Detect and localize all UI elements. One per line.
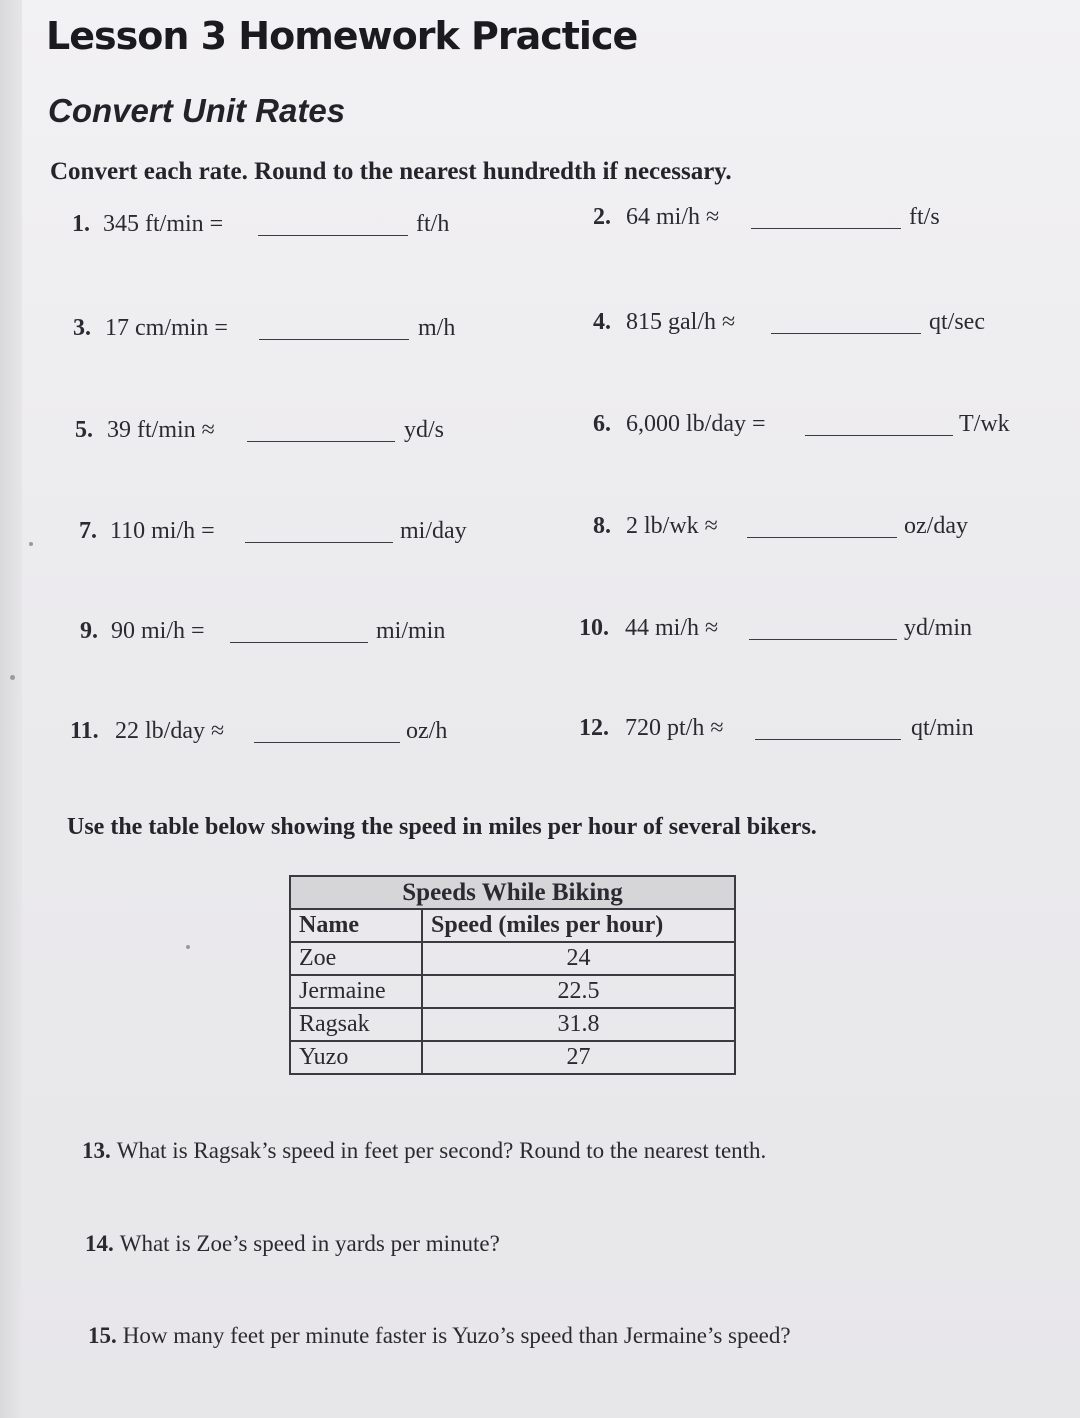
table-instructions: Use the table below showing the speed in miles per hour of several bikers. [67,814,817,840]
problem-expression: 6,000 lb/day = [626,411,766,437]
page-edge [0,0,22,1418]
problem-expression: 64 mi/h ≈ [626,204,720,230]
table-row [290,1008,735,1041]
problem-unit: oz/day [904,513,968,539]
problem-number: 6. [593,411,611,437]
speed-cell: 22.5 [422,975,735,1008]
problem-number: 11. [70,718,99,744]
problem-expression: 44 mi/h ≈ [625,615,719,641]
name-cell: Zoe [290,942,422,975]
problem-number: 1. [72,211,90,237]
instructions: Convert each rate. Round to the nearest hundredth if necessary. [50,158,732,185]
problem-number: 12. [579,715,609,741]
column-header-speed: Speed (miles per hour) [422,909,735,942]
question-14 [85,1231,500,1257]
problem-expression: 2 lb/wk ≈ [626,513,718,539]
answer-blank[interactable] [805,435,953,436]
problem-number: 10. [579,615,609,641]
answer-blank[interactable] [749,639,897,640]
speed-cell: 24 [422,942,735,975]
name-cell: Yuzo [290,1041,422,1074]
problem-unit: mi/day [400,518,467,544]
speed-cell: 31.8 [422,1008,735,1041]
problem-unit: ft/s [909,204,940,230]
problem-expression: 17 cm/min = [105,315,228,341]
problem-unit: T/wk [959,411,1010,437]
problem-unit: yd/s [404,417,445,443]
problem-unit: qt/sec [929,309,985,335]
problem-number: 4. [593,309,611,335]
problem-unit: m/h [418,315,456,341]
problem-number: 9. [80,618,98,644]
speed-cell: 27 [422,1041,735,1074]
answer-blank[interactable] [230,642,368,643]
problem-expression: 22 lb/day ≈ [115,718,225,744]
answer-blank[interactable] [751,228,901,229]
paper-speck [29,542,33,546]
table-header-row [290,909,735,942]
problem-number: 7. [79,518,97,544]
table-row [290,942,735,975]
name-cell: Jermaine [290,975,422,1008]
table-caption-row [290,876,735,909]
problem-expression: 39 ft/min ≈ [107,417,215,443]
answer-blank[interactable] [771,333,921,334]
problem-expression: 815 gal/h ≈ [626,309,736,335]
answer-blank[interactable] [254,742,400,743]
problem-unit: qt/min [911,715,974,741]
problem-number: 8. [593,513,611,539]
problem-number: 5. [75,417,93,443]
paper-speck [186,945,190,949]
column-header-name: Name [290,909,422,942]
paper-speck [10,675,15,680]
answer-blank[interactable] [258,235,408,236]
question-number: 14. [85,1231,114,1256]
problem-number: 3. [73,315,91,341]
problem-unit: ft/h [416,211,450,237]
problem-expression: 90 mi/h = [111,618,205,644]
answer-blank[interactable] [247,441,395,442]
name-cell: Ragsak [290,1008,422,1041]
table-row [290,975,735,1008]
table-title: Speeds While Biking [290,876,735,909]
question-15 [88,1323,791,1349]
problem-expression: 110 mi/h = [110,518,215,544]
problem-number: 2. [593,204,611,230]
question-text: What is Ragsak’s speed in feet per second? Round to the nearest tenth. [116,1138,767,1163]
problem-expression: 720 pt/h ≈ [625,715,724,741]
problem-unit: mi/min [376,618,446,644]
question-number: 13. [82,1138,111,1163]
question-13 [82,1138,766,1164]
problem-unit: yd/min [904,615,973,641]
answer-blank[interactable] [747,537,897,538]
table-row [290,1041,735,1074]
page-title: Lesson 3 Homework Practice [46,14,638,58]
answer-blank[interactable] [259,339,409,340]
problem-unit: oz/h [406,718,448,744]
answer-blank[interactable] [245,542,393,543]
page-subtitle: Convert Unit Rates [48,92,346,129]
speeds-table [289,875,736,1075]
question-text: What is Zoe’s speed in yards per minute? [119,1231,500,1256]
answer-blank[interactable] [755,739,901,740]
question-number: 15. [88,1323,117,1348]
problem-expression: 345 ft/min = [103,211,224,237]
question-text: How many feet per minute faster is Yuzo’s speed than Jermaine’s speed? [122,1323,791,1348]
